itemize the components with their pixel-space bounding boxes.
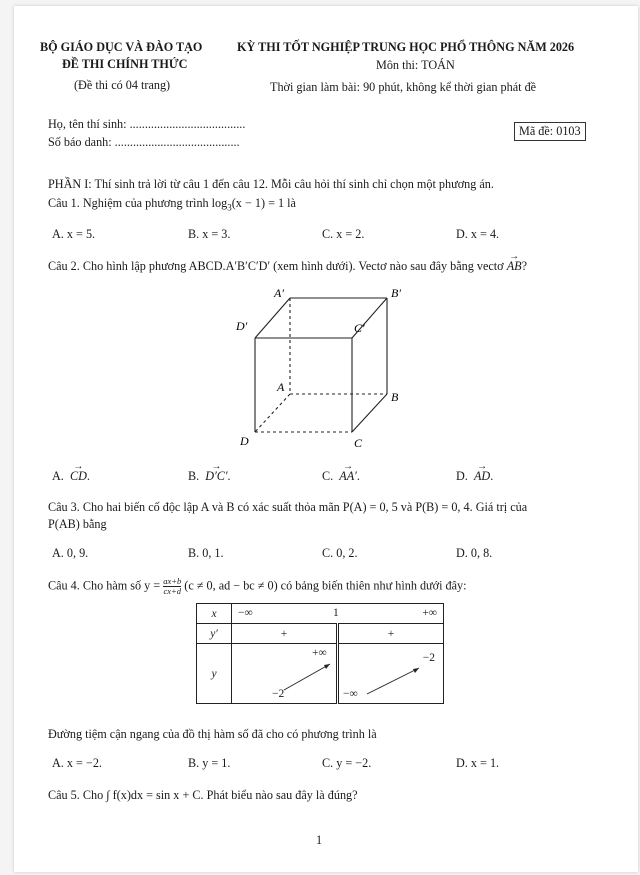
label-c: C [354, 436, 363, 450]
vt-x-left: −∞ [238, 607, 253, 619]
vt-x-right: +∞ [422, 607, 437, 619]
vt-x-mid: 1 [333, 607, 339, 619]
q2-option-b-letter: B. [188, 469, 200, 483]
q2-option-c[interactable]: C. → AA′. [322, 469, 360, 484]
cube-figure [230, 280, 410, 455]
q4-fraction [163, 577, 181, 596]
q4-option-a[interactable]: A. x = −2. [52, 756, 102, 770]
edge-d1-a1 [255, 298, 290, 338]
q2-vector-ab: → AB [507, 259, 522, 274]
hidden-edge-a-d [255, 394, 290, 432]
q2-text-a: Câu 2. Cho hình lập phương ABCD.A′B′C′D′ (xem hình dưới). Vectơ nào sau đây bằng vectơ [48, 259, 507, 273]
label-a1: A′ [274, 286, 284, 300]
q2-text-b: ? [521, 259, 527, 273]
label-c1: C′ [354, 321, 365, 335]
q2-option-d-letter: D. [456, 469, 468, 483]
q4-text-b: (c ≠ 0, ad − bc ≠ 0) có bảng biến thiên như hình dưới đây: [181, 578, 467, 593]
vt-y-right [338, 644, 444, 704]
vt-yp-left: + [232, 624, 338, 644]
question-2 [48, 259, 527, 274]
variation-table [196, 603, 444, 704]
pages-note: (Đề thi có 04 trang) [74, 78, 171, 92]
q1-option-a[interactable]: A. x = 5. [52, 227, 96, 241]
part1-instruction: PHẦN I: Thí sinh trả lời từ câu 1 đến câu 12. Mỗi câu hỏi thí sinh chỉ chọn một phương án. [48, 177, 494, 191]
page-number: 1 [316, 833, 323, 847]
label-d: D [240, 434, 249, 448]
q4-frac-den: cx+d [163, 586, 181, 596]
q2-option-a-letter: A. [52, 469, 64, 483]
edge-b-c [352, 394, 387, 432]
q4-frac-num: ax+b [163, 576, 182, 586]
question-3-line2: P(AB) bằng [48, 517, 107, 531]
q1-text-a: Câu 1. Nghiệm của phương trình log [48, 196, 228, 210]
q4-option-b[interactable]: B. y = 1. [188, 756, 231, 770]
q4-option-c[interactable]: C. y = −2. [322, 756, 372, 770]
q2-option-d[interactable]: D. → AD. [456, 469, 493, 484]
increasing-arrow-left [280, 660, 336, 694]
vt-y-label: y [197, 644, 232, 704]
q2-option-b[interactable]: B. → D′C′. [188, 469, 231, 484]
q4-option-d[interactable]: D. x = 1. [456, 756, 500, 770]
label-b1: B′ [391, 286, 401, 300]
exam-code: Mã đề: 0103 [514, 122, 586, 141]
question-4 [48, 577, 467, 596]
vt-y-bot-right: −∞ [343, 688, 358, 700]
vt-y-left [232, 644, 338, 704]
candidate-id-field: Số báo danh: ......................................... [48, 135, 240, 149]
q3-option-b[interactable]: B. 0, 1. [188, 546, 224, 560]
q2-option-c-vector: → AA′ [339, 469, 357, 484]
q3-option-d[interactable]: D. 0, 8. [456, 546, 493, 560]
exam-time: Thời gian làm bài: 90 phút, không kể thời gian phát đề [270, 80, 537, 94]
subject: Môn thi: TOÁN [376, 58, 455, 72]
question-3-line1: Câu 3. Cho hai biến cố độc lập A và B có xác suất thỏa mãn P(A) = 0, 5 và P(B) = 0, 4. Giá trị của [48, 500, 528, 514]
vt-x-label: x [197, 604, 232, 624]
q2-option-c-letter: C. [322, 469, 334, 483]
candidate-name-field: Họ, tên thí sinh: ...................................... [48, 117, 246, 131]
exam-title: KỲ THI TỐT NGHIỆP TRUNG HỌC PHỔ THÔNG NĂM 2026 [237, 40, 575, 54]
ministry-name: BỘ GIÁO DỤC VÀ ĐÀO TẠO [40, 40, 203, 54]
q1-log-base: 3 [227, 202, 232, 213]
vt-y-top-right: −2 [422, 652, 435, 664]
q2-option-a[interactable]: A. → CD. [52, 469, 90, 484]
q4-text-a: Câu 4. Cho hàm số y = [48, 578, 164, 593]
q2-option-d-vector: → AD [474, 469, 490, 484]
label-b: B [391, 390, 399, 404]
label-d1: D′ [236, 319, 248, 333]
q1-option-c[interactable]: C. x = 2. [322, 227, 365, 241]
label-a: A [277, 380, 285, 394]
vt-yp-right: + [338, 624, 444, 644]
question-4-prompt: Đường tiệm cận ngang của đồ thị hàm số đã cho có phương trình là [48, 727, 377, 741]
increasing-arrow-right [363, 664, 425, 698]
vt-yp-label: y′ [197, 624, 232, 644]
q3-option-c[interactable]: C. 0, 2. [322, 546, 358, 560]
q2-option-b-vector: → D′C′ [205, 469, 227, 484]
q2-option-a-vector: → CD [70, 469, 87, 484]
question-5: Câu 5. Cho ∫ f(x)dx = sin x + C. Phát biểu nào sau đây là đúng? [48, 788, 358, 802]
vt-x-row [232, 604, 444, 624]
q3-option-a[interactable]: A. 0, 9. [52, 546, 89, 560]
official-exam-label: ĐỀ THI CHÍNH THỨC [62, 57, 188, 71]
q1-text-b: (x − 1) = 1 là [231, 196, 296, 210]
vt-y-top-left: +∞ [312, 647, 327, 659]
vt-y-bot-left: −2 [272, 688, 285, 700]
q1-option-b[interactable]: B. x = 3. [188, 227, 231, 241]
q1-option-d[interactable]: D. x = 4. [456, 227, 500, 241]
question-1 [48, 196, 296, 215]
